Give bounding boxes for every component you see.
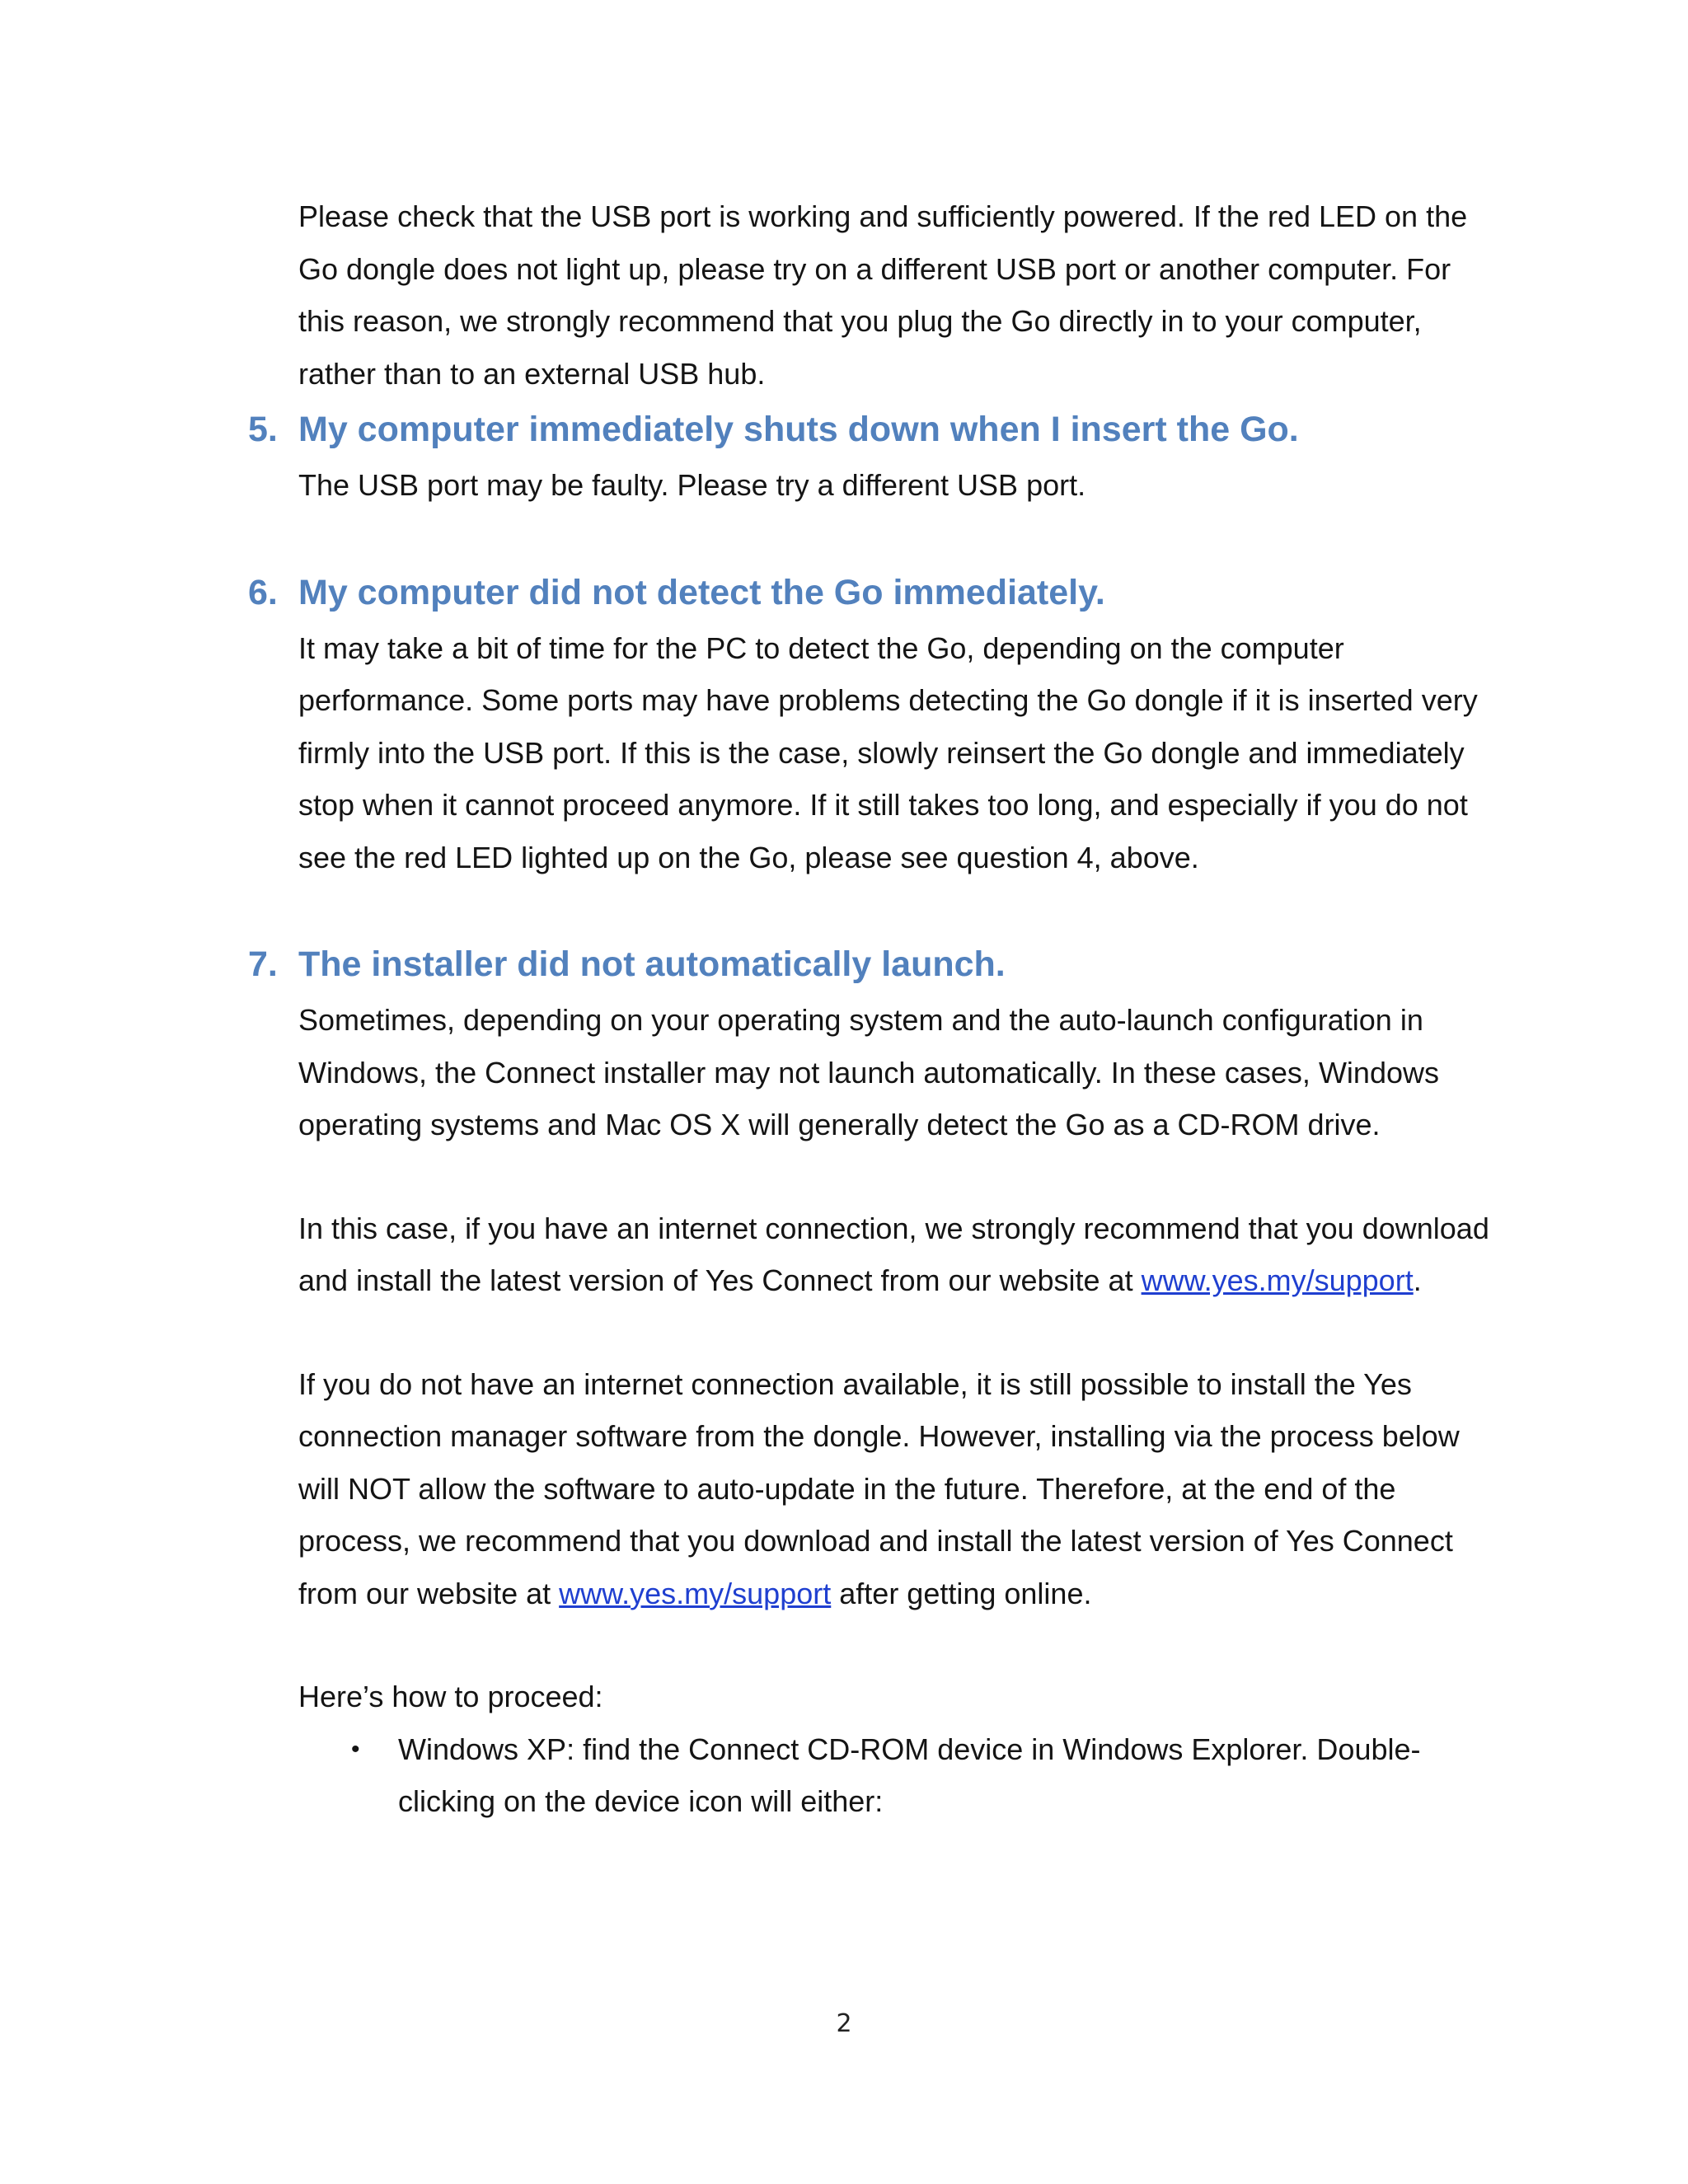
- paragraph-3-text: If you do not have an internet connection available, it is still possible to install the Yes connection manager software from the dongle. However, installing via the process below will NOT allow the software to auto-update in the future. Therefore, at the end of the process, we recommend that you download and install the latest version of Yes Connect from our website at: [298, 1366, 1460, 1610]
- faq-heading-5: [248, 400, 1502, 459]
- faq-heading-7: [248, 935, 1502, 994]
- faq-number-5: 5.: [248, 410, 278, 449]
- faq-answer-6: It may take a bit of time for the PC to detect the Go, depending on the computer performance. Some ports may have problems detecting the Go dongle if it is inserted very firmly into the USB port. If this is the case, slowly reinsert the Go dongle and immediately stop when it cannot proceed anymore. If it still takes too long, and especially if you do not see the red LED lighted up on the Go, please see question 4, above.: [298, 630, 1478, 874]
- list-item: [298, 1723, 1502, 1828]
- faq-heading-6: [248, 563, 1502, 622]
- paragraph-3-end: after getting online.: [839, 1576, 1092, 1610]
- faq-title-5: My computer immediately shuts down when I insert the Go.: [298, 410, 1299, 449]
- faq-answer-5: The USB port may be faulty. Please try a different USB port.: [298, 468, 1086, 502]
- faq-number-7: 7.: [248, 944, 278, 984]
- page-number: 2: [836, 2009, 852, 2038]
- faq-answer-7-paragraph-3: [298, 1358, 1502, 1620]
- document-content: [248, 190, 1502, 1828]
- support-link[interactable]: www.yes.my/support: [559, 1576, 832, 1610]
- faq-answer-7-paragraph-1: Sometimes, depending on your operating system and the auto-launch configuration in Windows, the Connect installer may not launch automatically. In these cases, Windows operating systems and Mac OS X will generally detect the Go as a CD-ROM drive.: [298, 1003, 1439, 1141]
- paragraph-2-text: In this case, if you have an internet connection, we strongly recommend that you download and install the latest version of Yes Connect from our website at: [298, 1211, 1489, 1297]
- instruction-list: [298, 1723, 1502, 1828]
- intro-paragraph: Please check that the USB port is working and sufficiently powered. If the red LED on the Go dongle does not light up, please try on a different USB port or another computer. For this reason, we strongly recommend that you plug the Go directly in to your computer, rather than to an external USB hub.: [298, 199, 1468, 391]
- faq-answer-7-paragraph-2: [298, 1202, 1502, 1307]
- list-item-text: Windows XP: find the Connect CD-ROM device in Windows Explorer. Double-clicking on the device icon will either:: [398, 1732, 1421, 1818]
- faq-title-7: The installer did not automatically launch.: [298, 944, 1006, 984]
- faq-number-6: 6.: [248, 572, 278, 612]
- bullet-icon: •: [351, 1735, 360, 1763]
- paragraph-2-end: .: [1413, 1263, 1422, 1297]
- faq-answer-7-paragraph-4: Here’s how to proceed:: [298, 1680, 603, 1713]
- faq-title-6: My computer did not detect the Go immediately.: [298, 572, 1105, 612]
- support-link[interactable]: www.yes.my/support: [1141, 1263, 1414, 1297]
